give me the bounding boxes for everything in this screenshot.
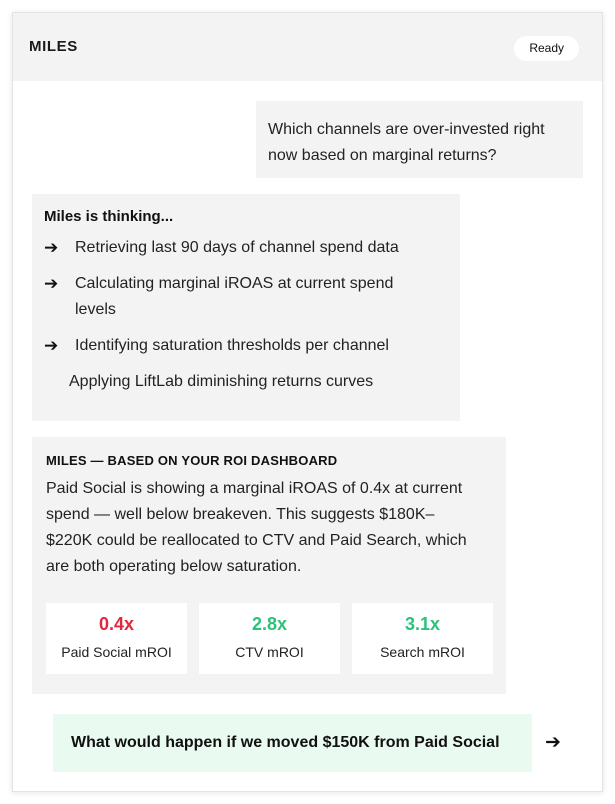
metric-value: 2.8x [251, 614, 288, 634]
metric-label: CTV mROI [235, 644, 304, 660]
metric-card-search [352, 603, 493, 674]
suggested-prompt-button[interactable]: What would happen if we moved $150K from Paid Social [53, 714, 532, 772]
metric-card-ctv [199, 603, 340, 674]
arrow-right-icon: ➔ [44, 238, 59, 257]
thinking-step-text: Retrieving last 90 days of channel spend data [75, 239, 399, 256]
thinking-step [44, 235, 448, 261]
arrow-right-icon: ➔ [44, 336, 59, 355]
thinking-step-text: Identifying saturation thresholds per channel [75, 337, 389, 354]
thinking-step-pending: Applying LiftLab diminishing returns curves [69, 373, 374, 390]
thinking-title: Miles is thinking... [44, 208, 174, 225]
app-title: MILES [29, 38, 78, 55]
status-badge: Ready [514, 36, 579, 61]
arrow-right-icon: ➔ [44, 274, 59, 293]
metric-card-paid-social [46, 603, 187, 674]
thinking-block [32, 194, 460, 421]
metric-label: Paid Social mROI [61, 644, 172, 660]
chat-header [13, 13, 602, 81]
thinking-step [44, 333, 448, 359]
arrow-right-icon[interactable]: ➔ [545, 732, 561, 753]
chat-panel [12, 12, 603, 792]
metric-value: 3.1x [404, 614, 441, 634]
metric-label: Search mROI [380, 644, 465, 660]
answer-text: Paid Social is showing a marginal iROAS of 0.4x at current spend — well below breakeven. This suggests $180K–$220K could be reallocated to CTV and Paid Search, which are both operating below saturation. [46, 480, 467, 575]
answer-card [32, 437, 506, 694]
metric-cards [46, 603, 493, 674]
answer-label: MILES — BASED ON YOUR ROI DASHBOARD [46, 453, 338, 468]
thinking-step-text: Calculating marginal iROAS at current spend levels [75, 275, 394, 318]
metric-value: 0.4x [98, 614, 135, 634]
user-message: Which channels are over-invested right now based on marginal returns? [256, 101, 583, 178]
thinking-step [44, 271, 448, 323]
